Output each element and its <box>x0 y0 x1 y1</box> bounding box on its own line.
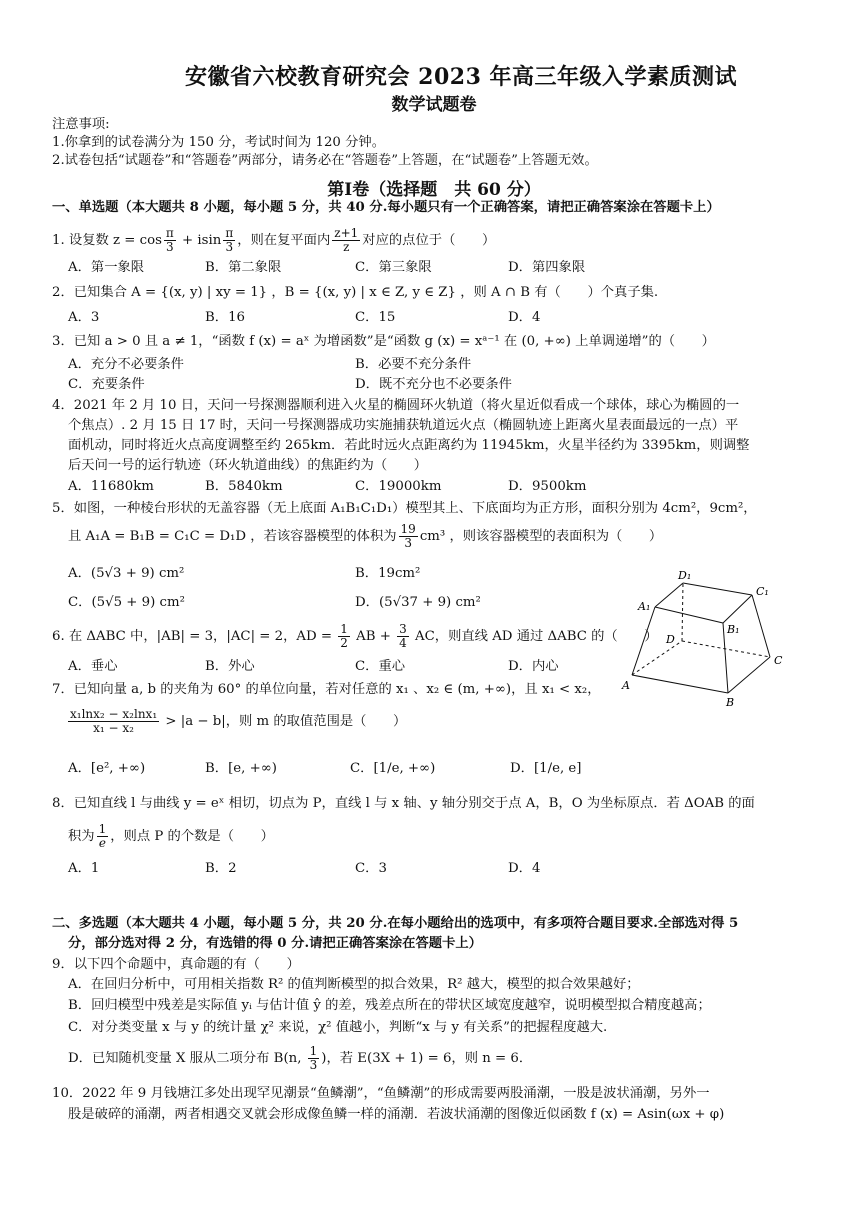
q9d-text-a: D．已知随机变量 X 服从二项分布 B(n, <box>68 1051 306 1066</box>
q8-text-b: ，则点 P 的个数是（ ） <box>110 829 274 844</box>
q1-text-a: 1. 设复数 z = cos <box>52 233 162 248</box>
q5-frac-num: 19 <box>400 522 416 536</box>
q7-option-b[interactable]: B．[e, +∞) <box>205 761 277 776</box>
q9-option-d[interactable] <box>68 1042 532 1076</box>
q7-option-a[interactable]: A．[e², +∞) <box>68 761 146 776</box>
q5-frac-den: 3 <box>404 536 412 550</box>
question-7-line-2 <box>66 704 406 740</box>
q1-frac-pi3a <box>164 227 176 254</box>
part1-title: 第Ⅰ卷（选择题 共 60 分） <box>327 180 541 200</box>
question-1-stem <box>52 226 495 256</box>
question-4-line-3: 面机动，同时将近火点高度调整至约 265km．若此时远火点距离约为 11945km，火星半径约为 3395km，则调整 <box>68 438 750 453</box>
q1-option-d[interactable]: D．第四象限 <box>508 260 586 275</box>
q2-option-d[interactable]: D．4 <box>508 310 541 325</box>
q2-option-b[interactable]: B．16 <box>205 310 245 325</box>
q9-option-b[interactable]: B．回归模型中残差是实际值 yᵢ 与估计值 ŷ 的差，残差点所在的带状区域宽度越窄，说明模型拟合精度越高； <box>68 998 711 1013</box>
section1-heading: 一、单选题（本大题共 8 小题，每小题 5 分，共 40 分.每小题只有一个正确答案，请把正确答案涂在答题卡上） <box>52 200 720 215</box>
q1-frac-num: π <box>165 226 174 240</box>
q2-option-a[interactable]: A．3 <box>68 310 100 325</box>
q4-option-b[interactable]: B．5840km <box>205 479 283 494</box>
q6-option-b[interactable]: B．外心 <box>205 659 255 674</box>
q4-option-c[interactable]: C．19000km <box>355 479 442 494</box>
notes-label: 注意事项: <box>52 117 110 132</box>
q4-option-a[interactable]: A．11680km <box>68 479 154 494</box>
q6-frac-34 <box>397 623 409 650</box>
q6-option-a[interactable]: A．垂心 <box>68 659 118 674</box>
q5-option-a[interactable]: A．(5√3 + 9) cm² <box>68 566 185 581</box>
edge-b1c1 <box>723 595 752 623</box>
q1-option-b[interactable]: B．第二象限 <box>205 260 282 275</box>
edge-a1d1 <box>655 583 683 607</box>
q1-text-d: 对应的点位于（ ） <box>362 233 496 248</box>
q3-option-a[interactable]: A．充分不必要条件 <box>68 357 184 372</box>
question-9-stem: 9．以下四个命题中，真命题的有（ ） <box>52 957 300 972</box>
q1-frac-den: 3 <box>166 240 174 254</box>
q5-text-b: cm³ ，则该容器模型的表面积为（ ） <box>419 529 663 544</box>
question-4-line-4: 后天问一号的运行轨迹（环火轨道曲线）的焦距约为（ ） <box>68 458 428 473</box>
edge-dd1 <box>682 583 683 641</box>
edge-dc <box>682 641 770 657</box>
q6-frac-den2: 4 <box>399 636 407 650</box>
edge-ab <box>632 675 728 693</box>
question-8-line-1: 8．已知直线 l 与曲线 y = eˣ 相切，切点为 P，直线 l 与 x 轴、y 轴分别交于点 A，B，O 为坐标原点．若 ΔOAB 的面 <box>52 796 755 811</box>
question-2-stem: 2．已知集合 A = {(x, y) | xy = 1} ，B = {(x, y) | x ∈ Z, y ∈ Z} ，则 A ∩ B 有（ ）个真子集. <box>52 285 659 300</box>
q1-frac-den3: z <box>343 240 350 254</box>
q9d-frac-den: 3 <box>309 1058 318 1072</box>
q9d-frac-num: 1 <box>309 1044 318 1058</box>
edge-a1b1 <box>655 607 723 623</box>
question-8-line-2 <box>68 820 274 854</box>
question-3-stem: 3．已知 a > 0 且 a ≠ 1，“函数 f (x) = aˣ 为增函数”是“函数 g (x) = xᵃ⁻¹ 在 (0, +∞) 上单调递增”的（ ） <box>52 334 715 349</box>
exam-title: 安徽省六校教育研究会 2023 年高三年级入学素质测试 <box>185 64 738 90</box>
q1-text-b: + isin <box>177 233 222 248</box>
q1-text-c: ，则在复平面内 <box>237 233 331 248</box>
q6-frac-num2: 3 <box>399 622 407 636</box>
question-5-line-1: 5．如图，一种棱台形状的无盖容器（无上底面 A₁B₁C₁D₁）模型其上、下底面均为正方形，面积分别为 4cm²，9cm²， <box>52 501 757 516</box>
q5-volume-frac <box>399 523 418 550</box>
q8-frac-num: 1 <box>98 822 107 836</box>
edge-cc1 <box>752 595 770 657</box>
q8-option-a[interactable]: A．1 <box>68 861 100 876</box>
note-item-2: 2.试卷包括“试题卷”和“答题卷”两部分，请务必在“答题卷”上答题，在“试题卷”上答题无效。 <box>52 153 598 168</box>
q1-frac-num2: π <box>225 226 234 240</box>
section2-heading-2: 分，部分选对得 2 分，有选错的得 0 分.请把正确答案涂在答题卡上） <box>68 936 482 951</box>
q6-text-b: AC，则直线 AD 通过 ΔABC 的（ ） <box>410 629 658 644</box>
label-d1: D₁ <box>678 569 692 582</box>
q6-text-mid: AB + <box>351 629 396 644</box>
question-4-line-2: 个焦点）. 2 月 15 日 17 时，天问一号探测器成功实施捕获轨道远火点（椭圆轨迹上距离火星表面最远的一点）平 <box>68 418 739 433</box>
q8-option-c[interactable]: C．3 <box>355 861 387 876</box>
q7-frac-den: x₁ − x₂ <box>93 721 134 735</box>
q1-frac-pi3b <box>223 227 235 254</box>
label-b1: B₁ <box>727 623 740 636</box>
q9-option-a[interactable]: A．在回归分析中，可用相关指数 R² 的值判断模型的拟合效果，R² 越大，模型的拟合效果越好； <box>68 977 640 992</box>
q8-text-a: 积为 <box>68 829 95 844</box>
label-b: B <box>726 696 735 709</box>
edge-bc <box>728 657 770 693</box>
exam-subtitle: 数学试题卷 <box>391 95 477 115</box>
q5-option-d[interactable]: D．(5√37 + 9) cm² <box>355 595 481 610</box>
q8-frac <box>97 823 109 850</box>
q9d-text-b: )，若 E(3X + 1) = 6，则 n = 6． <box>321 1051 533 1066</box>
q5-option-b[interactable]: B．19cm² <box>355 566 421 581</box>
q6-frac-den: 2 <box>340 636 348 650</box>
label-a: A <box>622 679 630 692</box>
q1-option-c[interactable]: C．第三象限 <box>355 260 432 275</box>
q2-option-c[interactable]: C．15 <box>355 310 396 325</box>
q6-option-d[interactable]: D．内心 <box>508 659 559 674</box>
question-7-line-1: 7．已知向量 a, b 的夹角为 60° 的单位向量，若对任意的 x₁ 、x₂ ∈ (m, +∞)，且 x₁ < x₂， <box>52 682 601 697</box>
note-item-1: 1.你拿到的试卷满分为 150 分，考试时间为 120 分钟。 <box>52 135 385 150</box>
q8-frac-den: e <box>98 836 106 850</box>
q9-option-c[interactable]: C．对分类变量 x 与 y 的统计量 χ² 来说，χ² 值越小，判断“x 与 y 有关系”的把握程度越大. <box>68 1020 608 1035</box>
q3-option-c[interactable]: C．充要条件 <box>68 377 145 392</box>
q6-text-a: 6. 在 ΔABC 中，|AB| = 3，|AC| = 2，AD = <box>52 629 337 644</box>
question-6-stem <box>52 622 658 652</box>
q5-option-c[interactable]: C．(5√5 + 9) cm² <box>68 595 185 610</box>
question-5-line-2 <box>68 522 662 552</box>
q7-frac-num: x₁lnx₂ − x₂lnx₁ <box>70 707 158 721</box>
question-10-line-1: 10．2022 年 9 月钱塘江多处出现罕见潮景“鱼鳞潮”，“鱼鳞潮”的形成需要两股涌潮，一股是波状涌潮，另外一 <box>52 1086 710 1101</box>
q1-option-a[interactable]: A．第一象限 <box>68 260 145 275</box>
label-c1: C₁ <box>756 585 769 598</box>
q5-text-a: 且 A₁A = B₁B = C₁C = D₁D ，若该容器模型的体积为 <box>68 529 397 544</box>
q1-frac-num3: z+1 <box>334 226 359 240</box>
q6-frac-num: 1 <box>340 622 348 636</box>
q1-frac-den2: 3 <box>225 240 234 254</box>
question-4-line-1: 4．2021 年 2 月 10 日，天问一号探测器顺利进入火星的椭圆环火轨道（将火星近似看成一个球体，球心为椭圆的一 <box>52 398 740 413</box>
q9d-frac <box>308 1045 320 1072</box>
label-a1: A₁ <box>638 600 651 613</box>
q8-option-b[interactable]: B．2 <box>205 861 237 876</box>
q3-option-b[interactable]: B．必要不充分条件 <box>355 357 472 372</box>
q4-option-d[interactable]: D．9500km <box>508 479 587 494</box>
q6-option-c[interactable]: C．重心 <box>355 659 406 674</box>
question-10-line-2: 股是破碎的涌潮，两者相遇交叉就会形成像鱼鳞一样的涌潮．若波状涌潮的图像近似函数 f (x) = Asin(ωx + φ) <box>68 1107 725 1122</box>
q7-option-d[interactable]: D．[1/e, e] <box>510 761 582 776</box>
section2-heading-1: 二、多选题（本大题共 4 小题，每小题 5 分，共 20 分.在每小题给出的选项中，有多项符合题目要求.全部选对得 5 <box>52 916 739 931</box>
q7-option-c[interactable]: C．[1/e, +∞) <box>350 761 436 776</box>
q8-option-d[interactable]: D．4 <box>508 861 541 876</box>
label-d: D <box>666 633 675 646</box>
label-c: C <box>774 654 783 667</box>
q3-option-d[interactable]: D．既不充分也不必要条件 <box>355 377 512 392</box>
q1-frac-z <box>332 227 360 254</box>
q7-log-frac <box>68 708 159 735</box>
edge-d1c1 <box>683 583 752 595</box>
q6-frac-half <box>338 623 350 650</box>
q7-text-b: > |a − b|，则 m 的取值范围是（ ） <box>161 714 407 729</box>
